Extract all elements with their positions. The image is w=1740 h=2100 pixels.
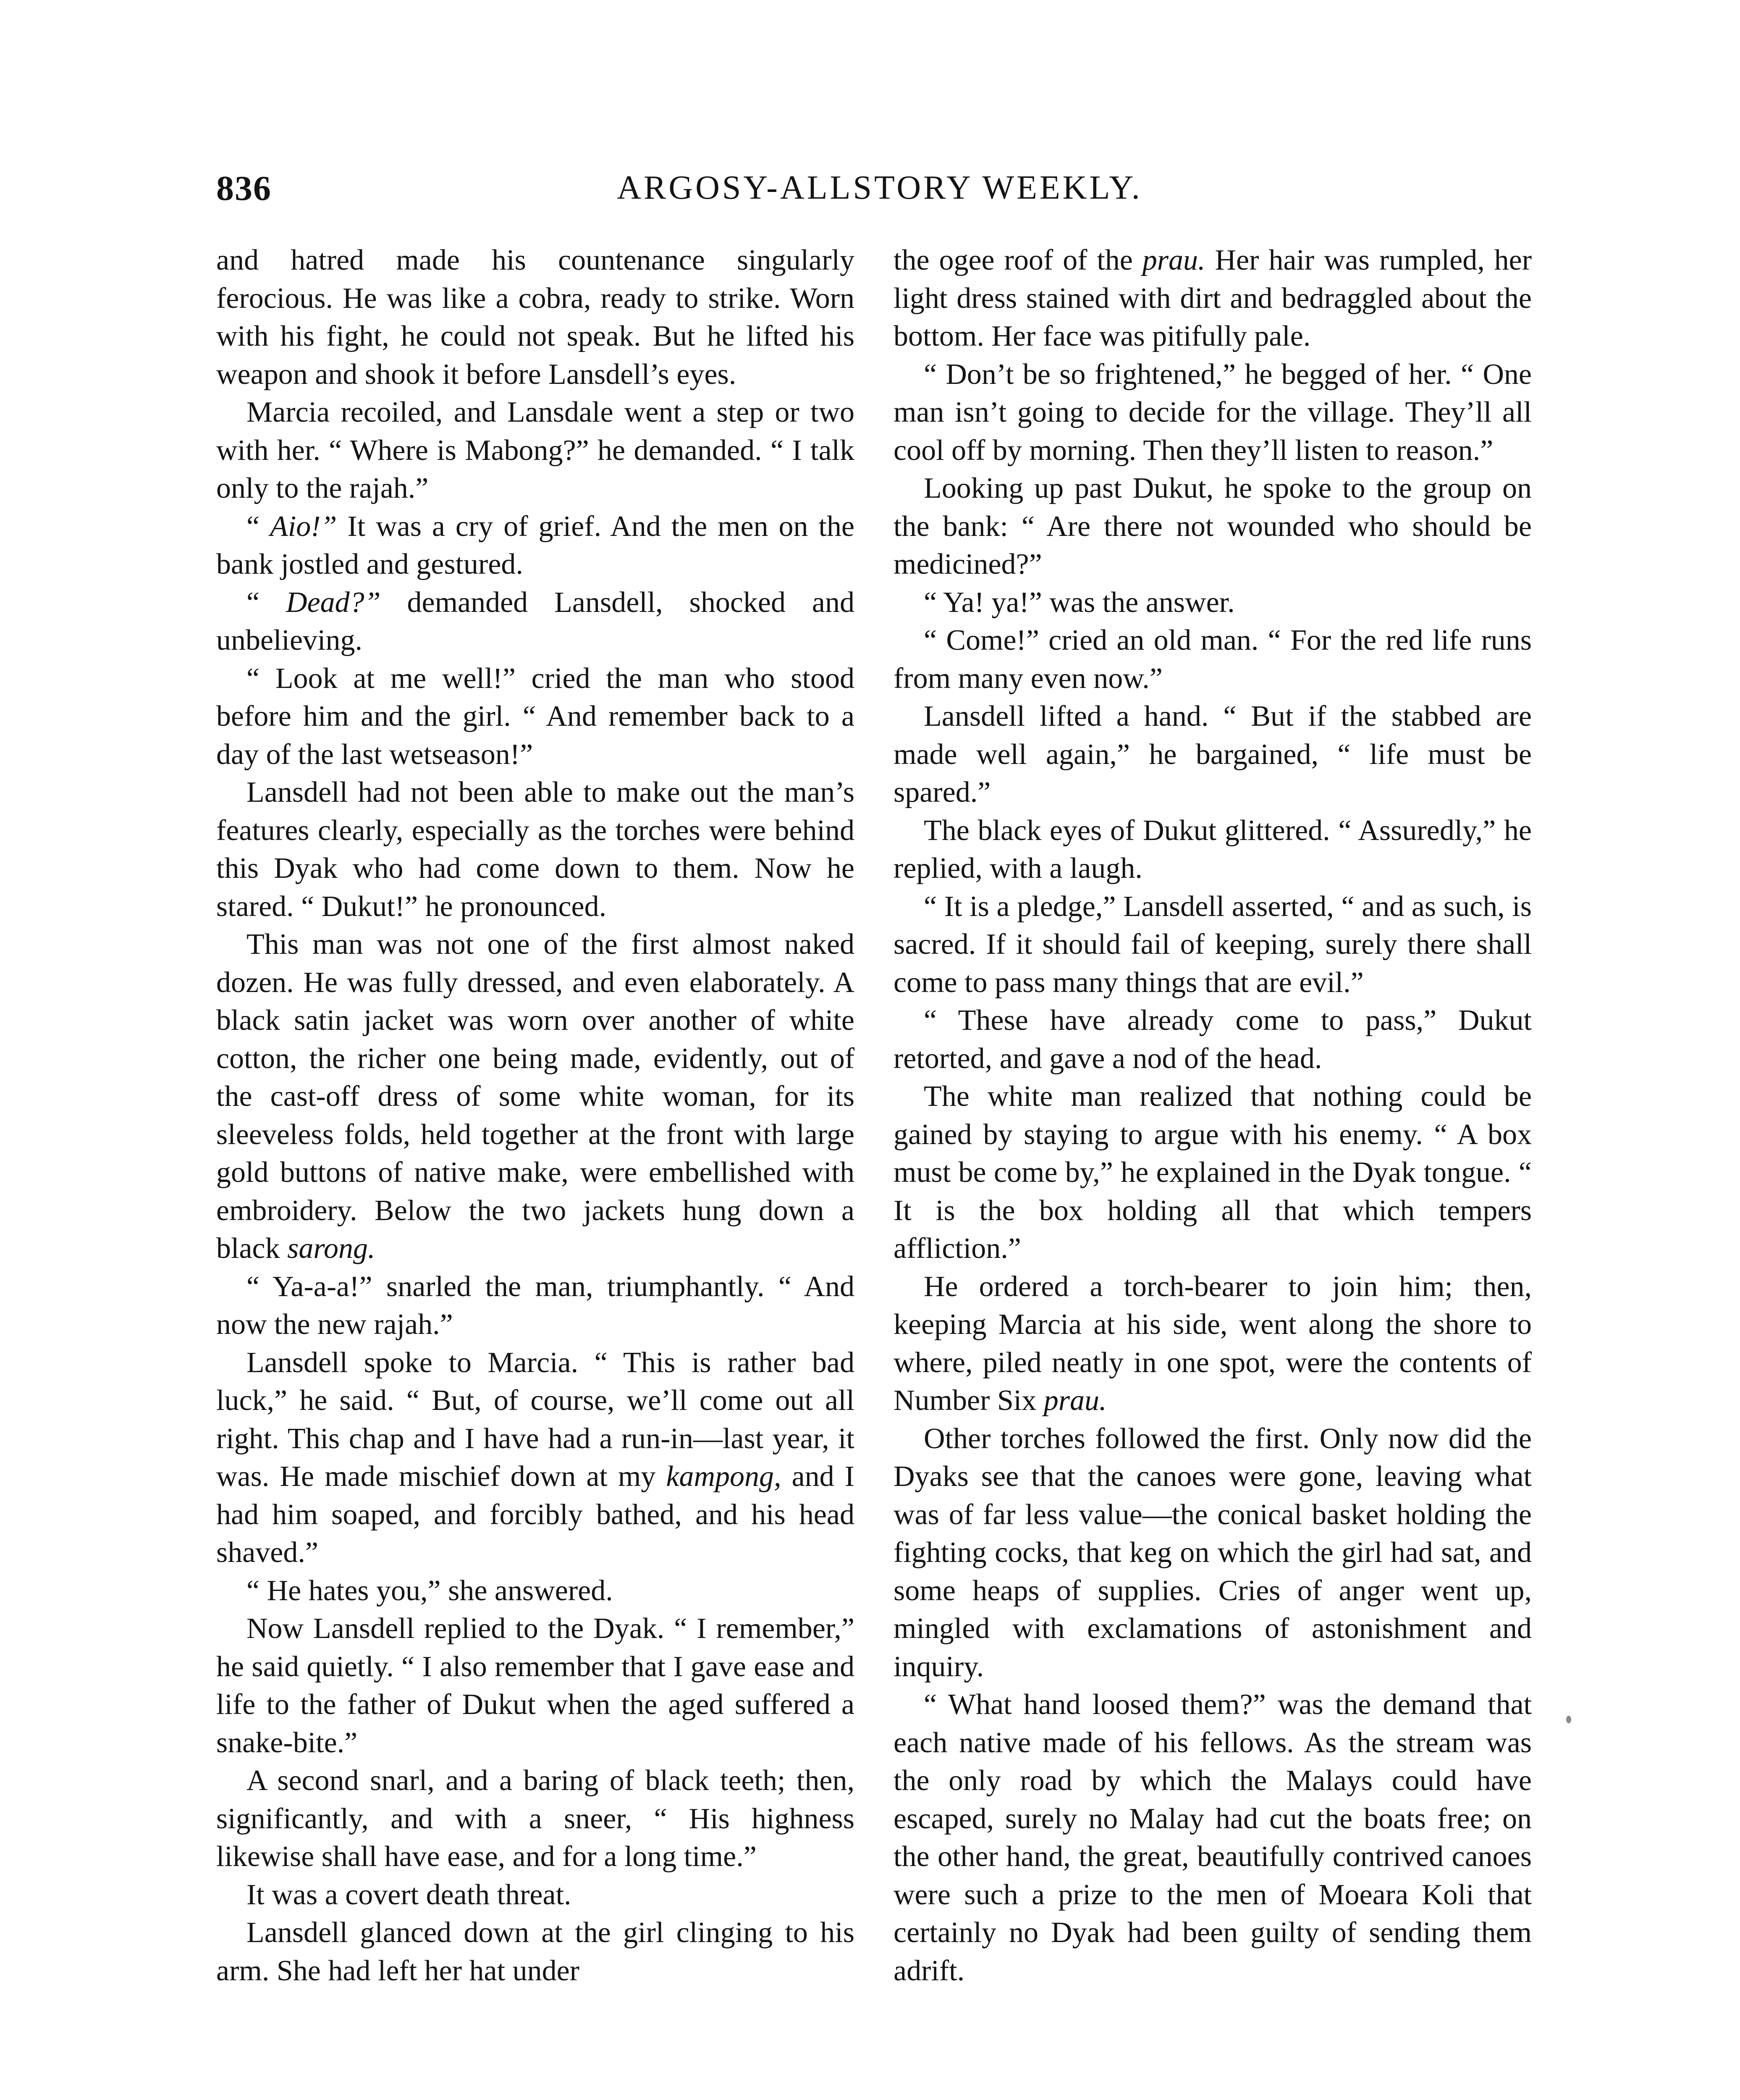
paragraph <box>894 1268 1532 1420</box>
text-run: Lansdell lifted a hand. “ But if the stabbed are made well again,” he bargained, “ life must be spared.” <box>894 700 1532 808</box>
italic-text: prau. <box>1043 1384 1107 1417</box>
text-run: Her hair was rumpled, her light dress stained with dirt and bedraggled about the bottom. Her face was pitifully pale. <box>894 244 1532 352</box>
paragraph <box>894 622 1532 698</box>
text-run: Lansdell glanced down at the girl clinging to his arm. She had left her hat under <box>216 1916 854 1987</box>
paragraph <box>894 242 1532 356</box>
paragraph <box>216 1914 854 1990</box>
text-run: “ Come!” cried an old man. “ For the red life runs from many even now.” <box>894 624 1532 695</box>
text-run: “ Ya-a-a!” snarled the man, triumphantly. “ And now the new rajah.” <box>216 1270 854 1341</box>
paragraph <box>216 774 854 926</box>
running-title: ARGOSY-ALLSTORY WEEKLY. <box>617 169 1143 206</box>
text-run: “ Don’t be so frightened,” he begged of her. “ One man isn’t going to decide for the village. They’ll all cool off by morning. Then they’ll listen to reason.” <box>894 358 1532 467</box>
paragraph <box>894 584 1532 622</box>
text-run: “ Ya! ya!” was the answer. <box>924 586 1235 619</box>
paragraph <box>894 888 1532 1002</box>
text-run: “ <box>246 510 270 543</box>
paragraph <box>894 1686 1532 1990</box>
text-run: “ Look at me well!” cried the man who stood before him and the girl. “ And remember back to a day of the last wetseason!” <box>216 662 854 771</box>
text-run: “ It is a pledge,” Lansdell asserted, “ and as such, is sacred. If it should fail of keeping, surely there shall come to pass many things that are evil.” <box>894 890 1532 999</box>
paragraph <box>894 1420 1532 1686</box>
paragraph <box>216 1876 854 1914</box>
paragraph <box>216 508 854 584</box>
italic-text: kampong, <box>666 1460 781 1493</box>
text-run: It was a covert death threat. <box>246 1878 571 1911</box>
paragraph <box>216 394 854 508</box>
paragraph <box>216 1762 854 1876</box>
italic-text: sarong. <box>287 1232 375 1265</box>
italic-text: Aio!” <box>270 510 337 543</box>
page-header <box>216 168 1543 214</box>
text-run: Lansdell had not been able to make out the man’s features clearly, especially as the torches were behind this Dyak who had come down to them. Now he stared. “ Dukut!” he pronounced. <box>216 776 854 923</box>
right-text-column <box>894 242 1532 1990</box>
text-run: and I had him soaped, and forcibly bathed, and his head shaved.” <box>216 1460 854 1569</box>
text-run: “ What hand loosed them?” was the demand that each native made of his fellows. As the stream was the only road by which the Malays could have escaped, surely no Malay had cut the boats free; on the other hand, the great, beautifully contrived canoes were such a prize to the men of Moeara Koli that certainly no Dyak had been guilty of sending them adrift. <box>894 1688 1532 1987</box>
paragraph <box>216 584 854 660</box>
text-run: and hatred made his countenance singularly ferocious. He was like a cobra, ready to strike. Worn with his fight, he could not speak. But he lifted his weapon and shook it before Lansdell’s eyes. <box>216 244 854 391</box>
text-run: Marcia recoiled, and Lansdale went a step or two with her. “ Where is Mabong?” he demanded. “ I talk only to the rajah.” <box>216 396 854 504</box>
text-run: The white man realized that nothing could be gained by staying to argue with his enemy. “ A box must be come by,” he explained in the Dyak tongue. “ It is the box holding all that which tempers affliction.” <box>894 1080 1532 1265</box>
paragraph <box>216 660 854 774</box>
text-run: A second snarl, and a baring of black teeth; then, significantly, and with a sneer, “ His highness likewise shall have ease, and for a long time.” <box>216 1764 854 1873</box>
paragraph <box>216 926 854 1268</box>
paragraph <box>894 356 1532 470</box>
print-speck <box>1566 1716 1571 1723</box>
paragraph <box>894 698 1532 812</box>
paragraph <box>894 470 1532 584</box>
text-run: The black eyes of Dukut glittered. “ Assuredly,” he replied, with a laugh. <box>894 814 1532 885</box>
paragraph <box>216 1610 854 1762</box>
paragraph <box>894 812 1532 888</box>
text-run: “ These have already come to pass,” Dukut retorted, and gave a nod of the head. <box>894 1004 1532 1075</box>
paragraph <box>894 1078 1532 1268</box>
paragraph <box>216 242 854 394</box>
text-run: demanded Lansdell, shocked and unbelieving. <box>216 586 854 656</box>
text-run: He ordered a torch-bearer to join him; then, keeping Marcia at his side, went along the shore to where, piled neatly in one spot, were the contents of Number Six <box>894 1270 1532 1417</box>
paragraph <box>216 1268 854 1344</box>
text-run: This man was not one of the first almost naked dozen. He was fully dressed, and even elaborately. A black satin jacket was worn over another of white cotton, the richer one being made, evidently, out of the cast-off dress of some white woman, for its sleeveless folds, held together at the front with large gold buttons of native make, were embellished with embroidery. Below the two jackets hung down a black <box>216 928 854 1265</box>
left-text-column <box>216 242 854 1990</box>
page-number: 836 <box>216 169 272 208</box>
text-run: It was a cry of grief. And the men on the bank jostled and gestured. <box>216 510 854 580</box>
paragraph <box>216 1572 854 1610</box>
text-run: Looking up past Dukut, he spoke to the group on the bank: “ Are there not wounded who should be medicined?” <box>894 472 1532 580</box>
italic-text: prau. <box>1142 244 1205 276</box>
text-run: the ogee roof of the <box>894 244 1143 276</box>
text-run: Lansdell spoke to Marcia. “ This is rather bad luck,” he said. “ But, of course, we’ll come out all right. This chap and I have had a run-in—last year, it was. He made mischief down at my <box>216 1346 854 1493</box>
text-run: “ He hates you,” she answered. <box>246 1574 613 1607</box>
paragraph <box>216 1344 854 1572</box>
text-run: Now Lansdell replied to the Dyak. “ I remember,” he said quietly. “ I also remember that I gave ease and life to the father of Dukut when the aged suffered a snake-bite.” <box>216 1612 854 1759</box>
italic-text: Dead?” <box>286 586 381 619</box>
paragraph <box>894 1002 1532 1078</box>
text-run: Other torches followed the first. Only now did the Dyaks see that the canoes were gone, leaving what was of far less value—the conical basket holding the fighting cocks, that keg on which the girl had sat, and some heaps of supplies. Cries of anger went up, mingled with exclamations of astonishment and inquiry. <box>894 1422 1532 1683</box>
text-run: “ <box>246 586 286 619</box>
